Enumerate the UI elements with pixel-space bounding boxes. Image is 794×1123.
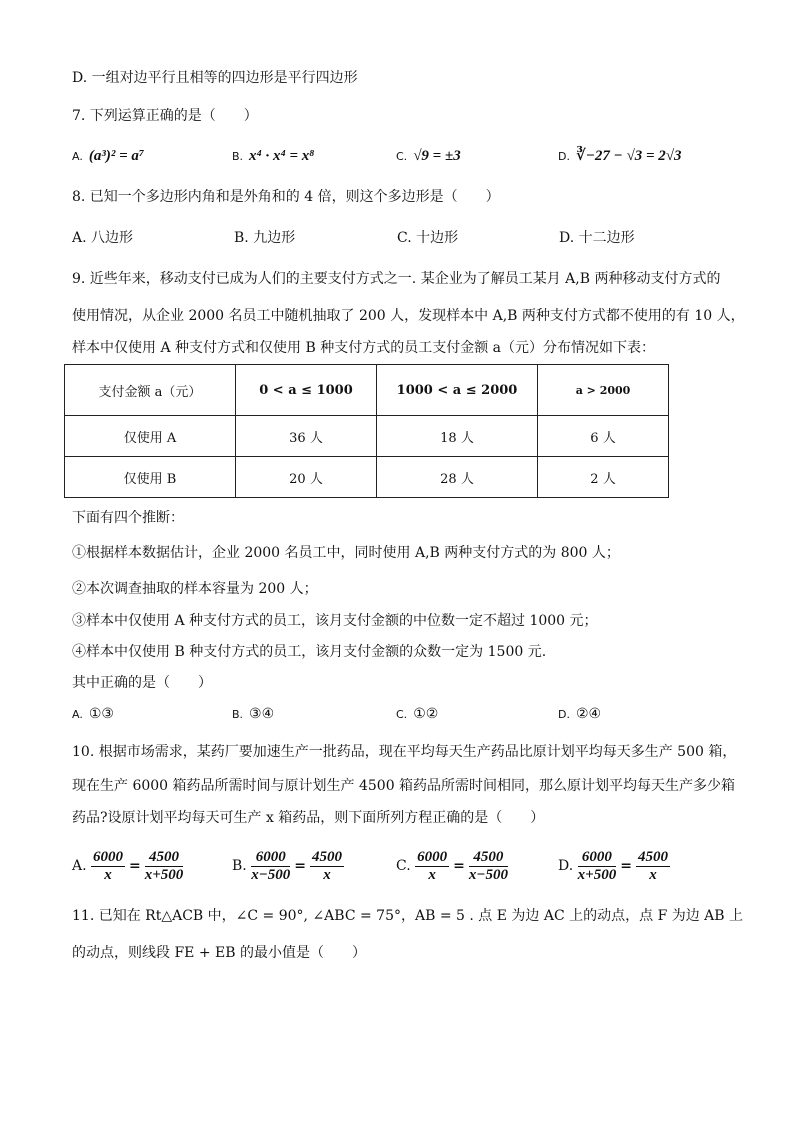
payment-table: [64, 364, 669, 498]
q10-option-d: D. $\frac{6000}{x+500}$ = $\frac{4500}{x}$: [558, 848, 668, 883]
table-header-cell: a > 2000: [538, 365, 669, 416]
q9-options: [72, 702, 732, 726]
q11-line2: 的动点，则线段 FE + EB 的最小值是（ ）: [72, 945, 366, 961]
q9-intro: 下面有四个推断：: [72, 510, 184, 526]
q9-line1: 9. 近些年来，移动支付已成为人们的主要支付方式之一. 某企业为了解员工某月 A,B 两种移动支付方式的: [72, 271, 721, 287]
table-cell: 20 人: [236, 457, 377, 498]
q9-statement-4: ④样本中仅使用 B 种支付方式的员工，该月支付金额的众数一定为 1500 元.: [72, 644, 547, 660]
q8-option-b: B. 九边形: [234, 230, 296, 246]
q9-option-b: B. ③④: [232, 706, 275, 722]
q9-option-c: C. ①②: [396, 706, 439, 722]
table-header-cell: 支付金额 a（元）: [65, 365, 236, 416]
q8-option-c: C. 十边形: [397, 230, 459, 246]
q8-option-a: A. 八边形: [72, 230, 134, 246]
fraction: $\frac{4500}{x-500}$: [468, 848, 508, 883]
fraction: $\frac{6000}{x}$: [93, 848, 124, 883]
q9-line3: 样本中仅使用 A 种支付方式和仅使用 B 种支付方式的员工支付金额 a（元）分布情况如下表：: [72, 340, 655, 356]
q7-option-a: A. (a³)² = a⁷: [72, 148, 145, 164]
table-cell: 2 人: [538, 457, 669, 498]
table-header-row: [65, 365, 669, 416]
q10-option-b: B. $\frac{6000}{x-500}$ = $\frac{4500}{x}$: [232, 848, 343, 883]
q11-line1: 11. 已知在 Rt△ACB 中，∠C = 90°, ∠ABC = 75°，AB = 5 . 点 E 为边 AC 上的动点，点 F 为边 AB 上: [72, 908, 744, 924]
q9-option-a: A. ①③: [72, 706, 114, 722]
q10-line1: 10. 根据市场需求，某药厂要加速生产一批药品，现在平均每天生产药品比原计划平均每天多生产 500 箱，: [72, 744, 737, 760]
table-cell: 仅使用 B: [65, 457, 236, 498]
q10-option-c: C. $\frac{6000}{x}$ = $\frac{4500}{x-500}$: [396, 848, 508, 883]
q9-statement-1: ①根据样本数据估计，企业 2000 名员工中，同时使用 A,B 两种支付方式的为 800 人；: [72, 545, 620, 561]
q8-option-d: D. 十二边形: [559, 230, 635, 246]
table-row: [65, 457, 669, 498]
q7-options: [72, 144, 732, 168]
q8-options: [72, 226, 732, 250]
q9-statement-3: ③样本中仅使用 A 种支付方式的员工，该月支付金额的中位数一定不超过 1000 元；: [72, 613, 598, 629]
q6-option-d: D. 一组对边平行且相等的四边形是平行四边形: [72, 70, 358, 86]
table-cell: 28 人: [377, 457, 538, 498]
fraction: $\frac{6000}{x-500}$: [251, 848, 291, 883]
q7-option-c: C. √9 = ±3: [396, 148, 461, 164]
q7-option-d: D. ∛−27 − √3 = 2√3: [558, 148, 682, 164]
q10-line2: 现在生产 6000 箱药品所需时间与原计划生产 4500 箱药品所需时间相同，那么原计划平均每天生产多少箱: [72, 778, 736, 794]
q8-stem: 8. 已知一个多边形内角和是外角和的 4 倍，则这个多边形是（ ）: [72, 189, 500, 205]
q10-option-a: A. $\frac{6000}{x}$ = $\frac{4500}{x+500}$: [72, 848, 184, 883]
table-cell: 36 人: [236, 416, 377, 457]
table-row: [65, 416, 669, 457]
q10-line3: 药品?设原计划平均每天可生产 x 箱药品，则下面所列方程正确的是（ ）: [72, 810, 545, 826]
fraction: $\frac{4500}{x}$: [637, 848, 668, 883]
fraction: $\frac{6000}{x+500}$: [577, 848, 617, 883]
q9-ask: 其中正确的是（ ）: [72, 675, 212, 691]
q9-option-d: D. ②④: [558, 706, 602, 722]
fraction: $\frac{4500}{x+500}$: [144, 848, 184, 883]
table-header-cell: 0 < a ≤ 1000: [236, 365, 377, 416]
fraction: $\frac{4500}{x}$: [312, 848, 343, 883]
q9-line2: 使用情况，从企业 2000 名员工中随机抽取了 200 人，发现样本中 A,B 两种支付方式都不使用的有 10 人，: [72, 308, 745, 324]
table-header-cell: 1000 < a ≤ 2000: [377, 365, 538, 416]
q7-stem: 7. 下列运算正确的是（ ）: [72, 108, 258, 124]
table-cell: 6 人: [538, 416, 669, 457]
q9-statement-2: ②本次调查抽取的样本容量为 200 人；: [72, 581, 318, 597]
q10-options: [72, 844, 732, 888]
fraction: $\frac{6000}{x}$: [417, 848, 448, 883]
q7-option-b: B. x⁴ · x⁴ = x⁸: [232, 148, 315, 164]
table-cell: 18 人: [377, 416, 538, 457]
table-cell: 仅使用 A: [65, 416, 236, 457]
